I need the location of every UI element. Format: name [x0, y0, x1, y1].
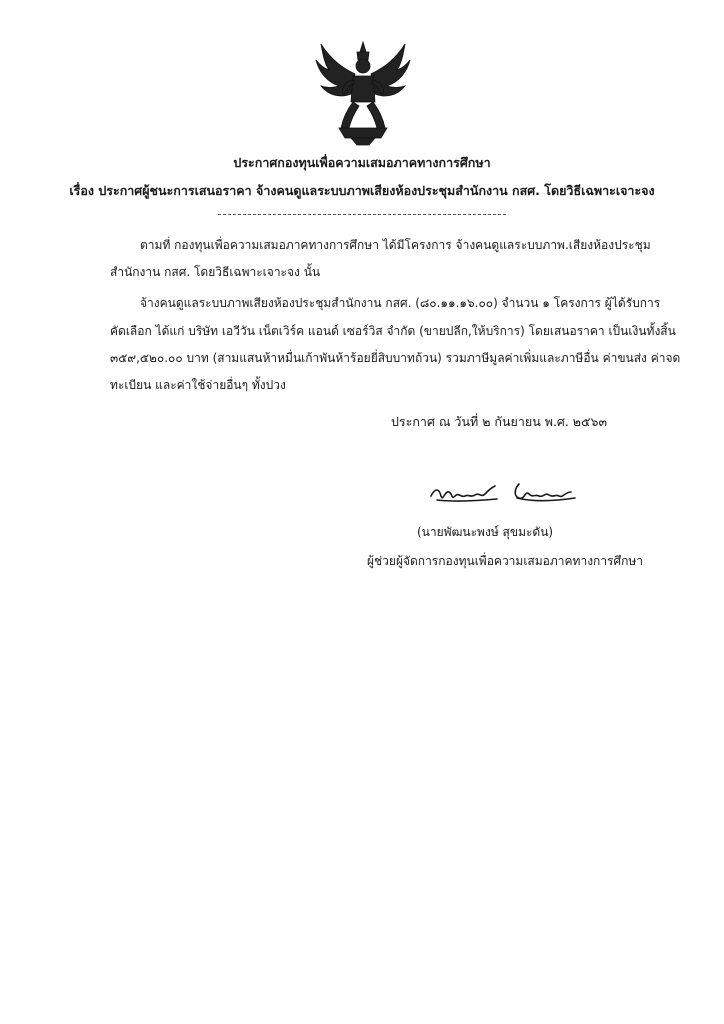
paragraph-2-line-1: จ้างคนดูแลระบบภาพเสียงห้องประชุมสำนักงาน กสศ. (๘๐.๑๑.๑๖.๐๐) จำนวน ๑ โครงการ ผู้ได้รับการ: [140, 296, 661, 310]
paragraph-1-line-2: สำนักงาน กสศ. โดยวิธีเฉพาะเจาะจง นั้น: [110, 265, 321, 279]
separator-line: [218, 214, 506, 215]
paragraph-2-line-4: ทะเบียน และค่าใช้จ่ายอื่นๆ ทั้งปวง: [110, 378, 286, 392]
announcement-date: ประกาศ ณ วันที่ ๒ กันยายน พ.ศ. ๒๕๖๓: [391, 414, 607, 429]
announcement-subject: เรื่อง ประกาศผู้ชนะการเสนอราคา จ้างคนดูแลระบบภาพเสียงห้องประชุมสำนักงาน กสศ. โดยวิธีเฉพาะเจาะจง: [69, 183, 655, 198]
paragraph-2-line-2: คัดเลือก ได้แก่ บริษัท เอวีวัน เน็ตเวิร์ค แอนด์ เซอร์วิส จำกัด (ขายปลีก,ให้บริการ) โดยเสนอราคา เป็นเงินทั้งสิ้น: [110, 324, 676, 338]
announcement-title: ประกาศกองทุนเพื่อความเสมอภาคทางการศึกษา: [233, 155, 491, 170]
paragraph-1-line-1: ตามที่ กองทุนเพื่อความเสมอภาคทางการศึกษา ได้มีโครงการ จ้างคนดูแลระบบภาพ.เสียงห้องประชุม: [140, 238, 651, 252]
paragraph-2-line-3: ๓๕๙,๕๒๐.๐๐ บาท (สามแสนห้าหมื่นเก้าพันห้าร้อยยี่สิบบาทถ้วน) รวมภาษีมูลค่าเพิ่มและภาษีอื่น ค่าขนส่ง ค่าจด: [110, 351, 681, 365]
handwritten-signature-icon: [425, 474, 585, 514]
signer-position: ผู้ช่วยผู้จัดการกองทุนเพื่อความเสมอภาคทางการศึกษา: [367, 554, 644, 568]
garuda-emblem-icon: [313, 38, 413, 146]
signer-name: (นายพัฒนะพงษ์ สุขมะดัน): [417, 525, 554, 539]
